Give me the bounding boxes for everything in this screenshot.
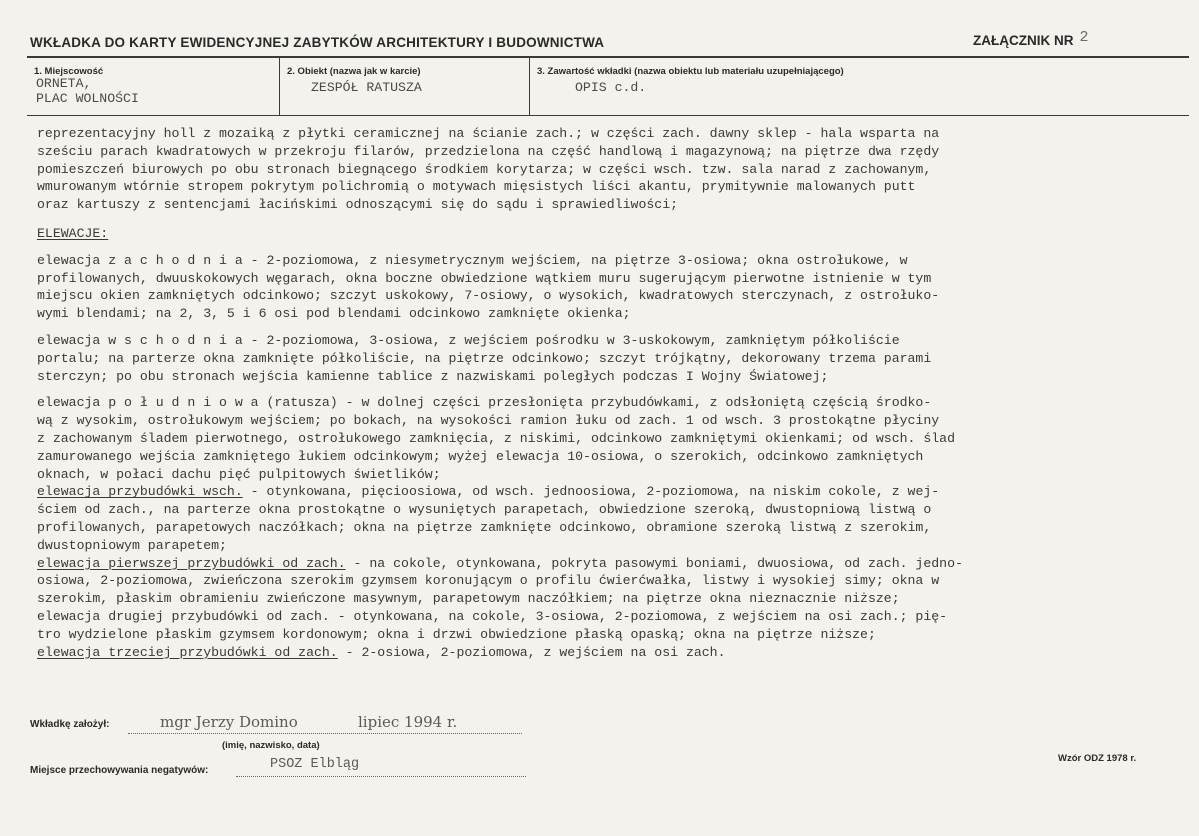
body-line: sterczyn; po obu stronach wejścia kamienne tablice z nazwiskami poległych podczas I Wojny Światowej;: [37, 368, 829, 384]
section-heading-elevations: ELEWACJE:: [37, 225, 109, 241]
form-title: WKŁADKA DO KARTY EWIDENCYJNEJ ZABYTKÓW ARCHITEKTURY I BUDOWNICTWA: [30, 35, 605, 50]
form-code: Wzór ODZ 1978 r.: [1058, 753, 1137, 764]
body-line: wmurowanym wtórnie stropem pokrytym polichromią o motywach mięsistych liści akantu, prymitywnie malowanych putt: [37, 179, 916, 195]
body-line: reprezentacyjny holl z mozaiką z płytki ceramicznej na ścianie zach.; w części zach. dawny sklep - hala wsparta na: [37, 126, 940, 141]
body-line: osiowa, 2-poziomowa, zwieńczona szerokim gzymsem koronującym o profilu ćwierćwałka, listwy i wysokiej simy; okna w: [37, 573, 940, 589]
body-line: wymi blendami; na 2, 3, 5 i 6 osi pod blendami odcinkowo zamknięte okienka;: [37, 306, 631, 322]
description-body: [37, 125, 1192, 661]
field-divider-1: [279, 58, 280, 115]
negatives-value: PSOZ Elbląg: [270, 757, 360, 772]
object-value: ZESPÓŁ RATUSZA: [311, 80, 422, 95]
body-text: - otynkowana, na cokole, 3-osiowa, 2-poziomowa, z wejściem na osi zach.; pię-: [329, 608, 948, 624]
body-line: [37, 483, 1192, 501]
body-line: [37, 555, 1192, 573]
annex-number: 2: [1079, 29, 1089, 46]
body-line: szerokim, płaskim obramieniu zwieńczone masywnym, parapetowym naczółkiem; na piętrze okna nieznacznie niższe;: [37, 591, 900, 607]
date-value: lipiec 1994 r.: [358, 713, 458, 731]
body-line: elewacja z a c h o d n i a - 2-poziomowa, z niesymetrycznym wejściem, na piętrze 3-osiowa; okna ostrołukowe, w: [37, 252, 908, 268]
author-dotted-line: [128, 733, 522, 734]
negatives-dotted-line: [236, 776, 526, 777]
content-value: OPIS c.d.: [575, 80, 647, 95]
negatives-label: Miejsce przechowywania negatywów:: [30, 765, 209, 776]
body-line: zamurowanego wejścia zamkniętego łukiem odcinkowym; wyżej elewacja 10-osiowa, o szerokich, odcinkowo zamkniętych: [37, 448, 924, 464]
heading-annex-east: elewacja przybudówki wsch.: [37, 484, 243, 500]
body-line: tro wydzielone płaskim gzymsem kordonowym; okna i drzwi obwiedzione płaską opaską; okna na piętrze niższe;: [37, 626, 876, 642]
body-line: profilowanych, dwuuskokowych węgarach, okna boczne obwiedzione wątkiem muru sugerującym pierwotne istnienie w tym: [37, 270, 932, 286]
body-line: profilowanych, parapetowych naczółkach; okna na piętrze zamknięte odcinkowo, obramione szeroką listwą z szerokim,: [37, 519, 932, 535]
body-line: z zachowanym śladem pierwotnego, ostrołukowego zamknięcia, z niskimi, odcinkowo zamkniętymi okienkami; od wsch. ślad: [37, 430, 955, 446]
body-line: elewacja p o ł u d n i o w a (ratusza) - w dolnej części przesłonięta przybudówkami, z odsłoniętą częścią środko-: [37, 395, 932, 411]
body-line: portalu; na parterze okna zamknięte półkoliście, na piętrze odcinkowo; szczyt trójkątny, dekorowany trzema parami: [37, 350, 932, 366]
heading-annex-first: elewacja pierwszej przybudówki od zach.: [37, 555, 346, 571]
body-line: oraz kartuszy z sentencjami łacińskimi odnoszącymi się do sądu i sprawiedliwości;: [37, 197, 679, 213]
body-line: [37, 644, 1192, 662]
body-line: elewacja w s c h o d n i a - 2-poziomowa, 3-osiowa, z wejściem pośrodku w 3-uskokowym, zamkniętym półkoliście: [37, 332, 900, 348]
heading-annex-second: elewacja drugiej przybudówki od zach.: [37, 608, 330, 624]
field-divider-2: [529, 58, 530, 115]
content-label: 3. Zawartość wkładki (nazwa obiektu lub materiału uzupełniającego): [537, 66, 844, 77]
body-line: sześciu parach kwadratowych w przekroju filarów, przedzielona na część handlową i magazynową; na piętrze dwa rzędy: [37, 143, 940, 159]
body-line: oknach, w połaci dachu pięć pulpitowych świetlików;: [37, 466, 441, 482]
body-line: miejscu okien zamkniętych odcinkowo; szczyt uskokowy, 7-osiowy, o wysokich, kwadratowych sterczynach, z ostrołuko-: [37, 288, 940, 304]
author-value: mgr Jerzy Domino: [160, 713, 298, 731]
header-rule-bottom: [27, 115, 1189, 116]
annex-label-text: ZAŁĄCZNIK NR: [973, 33, 1074, 48]
place-label: 1. Miejscowość: [34, 66, 104, 77]
header-rule-top: [27, 56, 1189, 58]
place-value-line1: ORNETA,: [36, 76, 92, 91]
body-text: - 2-osiowa, 2-poziomowa, z wejściem na osi zach.: [337, 644, 726, 660]
body-line: ściem od zach., na parterze okna prostokątne o wysuniętych parapetach, obwiedzione szeroką, dwustopniową listwą o: [37, 502, 932, 518]
body-line: wą z wysokim, ostrołukowym wejściem; po bokach, na wysokości ramion łuku od zach. 1 od wsch. 3 prostokątne płyciny: [37, 413, 940, 429]
body-text: - na cokole, otynkowana, pokryta pasowymi boniami, dwuosiowa, od zach. jedno-: [345, 555, 963, 571]
author-label: Wkładkę założył:: [30, 719, 110, 730]
body-line: pomieszczeń biurowych po obu stronach biegnącego środkiem korytarza; w części wsch. tzw. sala narad z zachowanym,: [37, 161, 932, 177]
body-line: dwustopniowym parapetem;: [37, 537, 227, 553]
author-caption: (imię, nazwisko, data): [222, 740, 320, 751]
annex-label: [973, 29, 1089, 50]
heading-annex-third: elewacja trzeciej przybudówki od zach.: [37, 644, 338, 660]
object-label: 2. Obiekt (nazwa jak w karcie): [287, 66, 421, 77]
body-text: - otynkowana, pięcioosiowa, od wsch. jednoosiowa, 2-poziomowa, na niskim cokole, z wej-: [242, 484, 940, 500]
place-value-line2: PLAC WOLNOŚCI: [36, 91, 139, 106]
body-line: [37, 608, 1192, 626]
